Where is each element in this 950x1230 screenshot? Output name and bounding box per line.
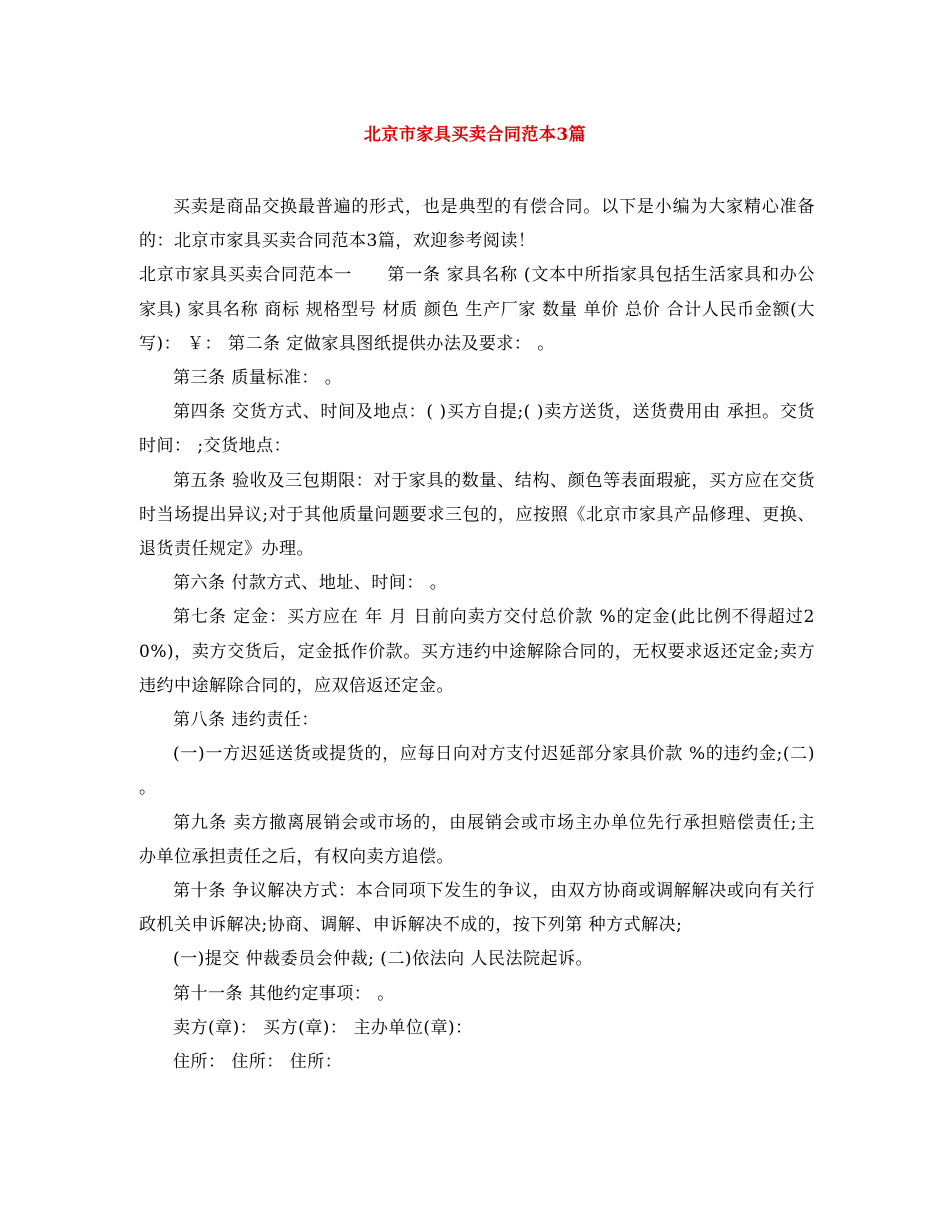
- paragraph-article-4: 第四条 交货方式、时间及地点：( )买方自提;( )卖方送货，送货费用由 承担。交货时间： ;交货地点：: [139, 402, 815, 457]
- page-title: 北京市家具买卖合同范本3篇: [363, 125, 587, 145]
- paragraph-article-5: 第五条 验收及三包期限：对于家具的数量、结构、颜色等表面瑕疵，买方应在交货时当场提出异议;对于其他质量问题要求三包的，应按照《北京市家具产品修理、更换、退货责任规定》办理。: [139, 470, 815, 560]
- paragraph-article-8: 第八条 违约责任：: [173, 710, 319, 731]
- paragraph-article-11: 第十一条 其他约定事项： 。: [173, 983, 395, 1004]
- paragraph-article-8-items: (一)一方迟延送货或提货的，应每日向对方支付迟延部分家具价款 %的违约金;(二) 。: [139, 744, 815, 799]
- paragraph-addresses: 住所： 住所： 住所：: [173, 1052, 343, 1073]
- paragraph-article-10: 第十条 争议解决方式：本合同项下发生的争议，由双方协商或调解解决或向有关行政机关申诉解决;协商、调解、申诉解决不成的，按下列第 种方式解决;: [139, 881, 815, 936]
- paragraph-article-7: 第七条 定金：买方应在 年 月 日前向卖方交付总价款 %的定金(此比例不得超过20%)，卖方交货后，定金抵作价款。买方违约中途解除合同的，无权要求返还定金;卖方违约中途解除合同的，应双倍返还定金。: [139, 607, 815, 696]
- paragraph-intro: 买卖是商品交换最普遍的形式，也是典型的有偿合同。以下是小编为大家精心准备的：北京市家具买卖合同范本3篇，欢迎参考阅读！: [139, 197, 815, 252]
- document-body: [139, 190, 815, 1079]
- paragraph-article-9: 第九条 卖方撤离展销会或市场的，由展销会或市场主办单位先行承担赔偿责任;主办单位承担责任之后，有权向卖方追偿。: [139, 812, 815, 867]
- paragraph-article-1-2: 北京市家具买卖合同范本一 第一条 家具名称 (文本中所指家具包括生活家具和办公家具) 家具名称 商标 规格型号 材质 颜色 生产厂家 数量 单价 总价 合计人民币金额(大写)： ￥： 第二条 定做家具图纸提供办法及要求： 。: [139, 265, 815, 354]
- paragraph-signatures: 卖方(章)： 买方(章)： 主办单位(章)：: [173, 1017, 473, 1038]
- paragraph-article-3: 第三条 质量标准： 。: [173, 368, 343, 389]
- paragraph-article-6: 第六条 付款方式、地址、时间： 。: [173, 573, 448, 594]
- paragraph-article-10-options: (一)提交 仲裁委员会仲裁; (二)依法向 人民法院起诉。: [173, 949, 593, 970]
